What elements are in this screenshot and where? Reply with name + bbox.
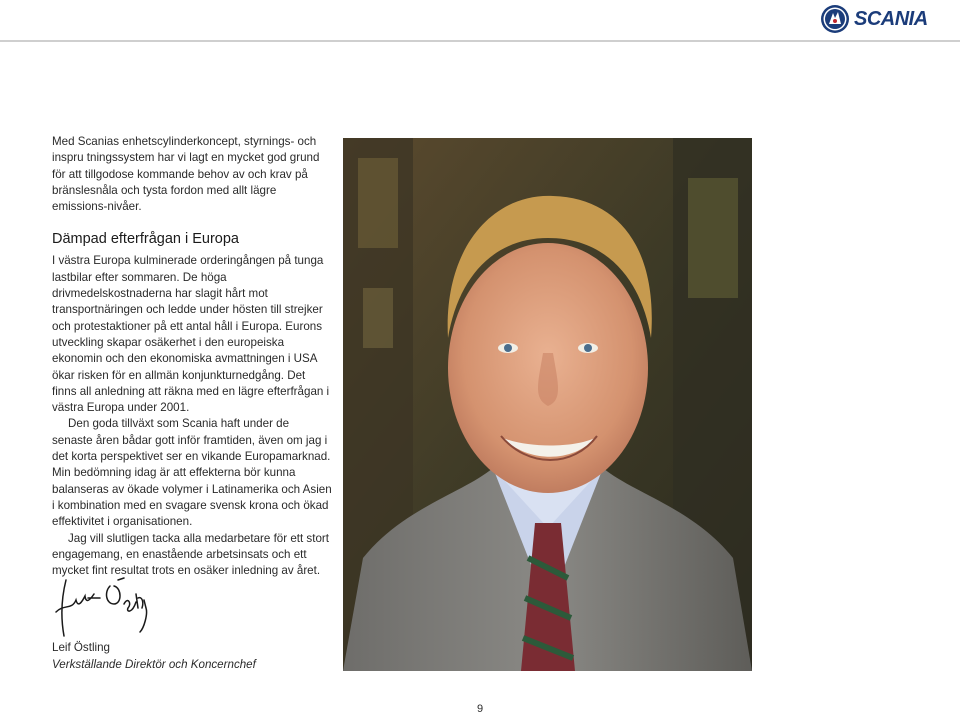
brand-wordmark: SCANIA (854, 7, 928, 30)
signer-name: Leif Östling (52, 641, 110, 654)
letter-column (52, 134, 332, 579)
section-heading: Dämpad efterfrågan i Europa (52, 231, 239, 248)
handwritten-signature (52, 574, 162, 640)
portrait-photo (343, 138, 752, 671)
thanks-paragraph: Jag vill slutligen tacka alla medarbetare för ett stort engagemang, en enastående arbetsinsats och ett mycket fint resultat trots en osäker inledning av året. (52, 531, 329, 578)
scania-logo (820, 4, 928, 34)
signer-title: Verkställande Direktör och Koncernchef (52, 658, 256, 671)
outlook-paragraph: Den goda tillväxt som Scania haft under de senaste åren bådar gott inför framtiden, även om jag i det korta perspektivet ser en vikande Europamarknad. Min bedömning idag är att effekterna bör kunna balanseras av ökade volymer i Latinamerika och Asien i kombination med en svagare svensk krona och ökad effektivitet i organisationen. (52, 417, 332, 529)
header-rule (0, 40, 960, 42)
europe-paragraph: I västra Europa kulminerade orderingången på tunga lastbilar efter sommaren. De höga drivmedelskostnaderna har slagit hårt mot transportnäringen och ledde under hösten till strejker och protestaktioner på ett antal håll i Europa. Eurons utveckling skapar osäkerhet i den europeiska ekonomin och den ekonomiska avmattningen i USA ökar risken för en allmän konjunkturnedgång. Det finns all anledning att räkna med en lägre efterfrågan i västra Europa under 2001. (52, 254, 330, 415)
page-number: 9 (476, 703, 484, 715)
griffin-emblem-icon (820, 4, 850, 34)
intro-paragraph: Med Scanias enhetscylinderkoncept, styrnings- och inspru tningssystem har vi lagt en mycket god grund för att tillgodose kommande behov av och krav på bränslesnåla och tysta fordon med allt lägre emissions-nivåer. (52, 135, 320, 214)
